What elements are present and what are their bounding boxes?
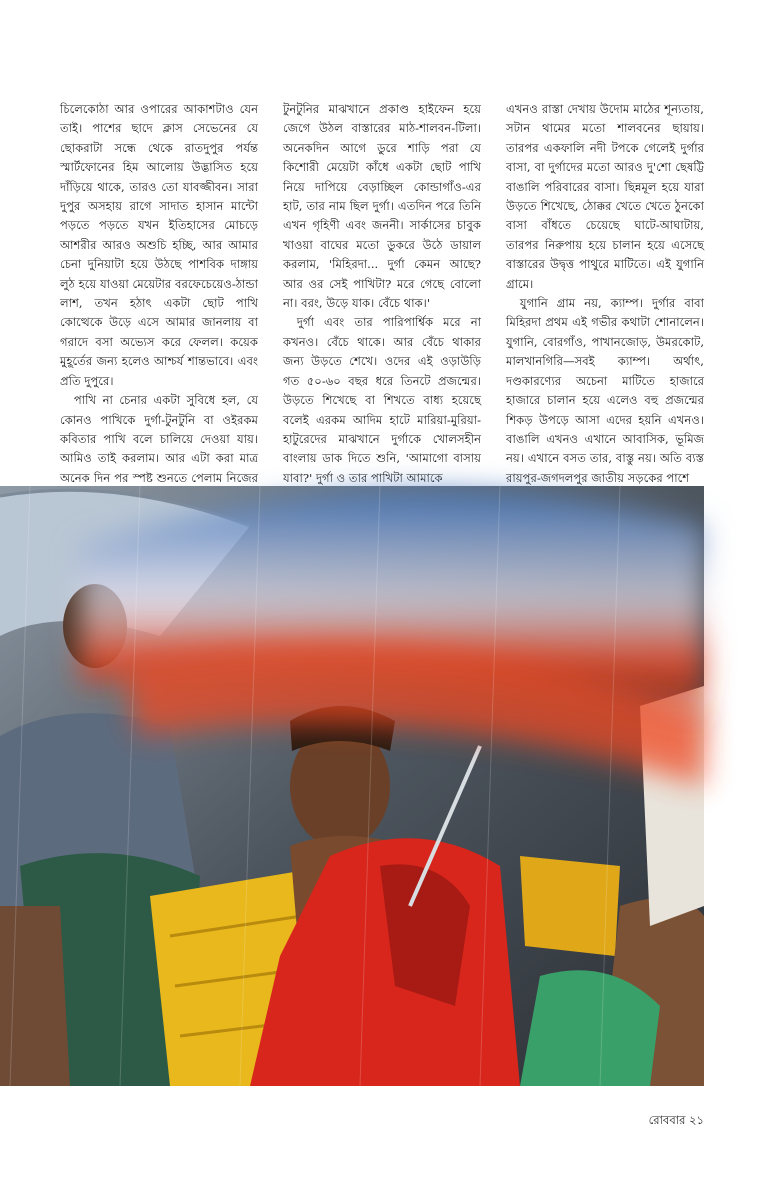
paragraph: দুর্গা এবং তার পারিপার্শ্বিক মরে না কখনও। বেঁচে থাকে। আর বেঁচে থাকার জন্য উড়তে শেখে। ওদের এই ওড়াউড়ি গত ৫০-৬০ বছর ধরে তিনটে প্রজন্মের। উড়তে শিখেছে বা শিখতে বাধ্য হয়েছে বলেই এরকম আদিম হাটে মারিয়া-মুরিয়া-হাটুরেদের মাঝখানে দুর্গাকে খোলসহীন বাংলায় ডাক দিতে শুনি, 'আমাগো বাসায় যাবা?' দুর্গা ও তার পাখিটা আমাকে (283, 315, 481, 485)
article-columns (60, 100, 704, 485)
paragraph: চিলেকোঠা আর ওপারের আকাশটাও যেন তাই। পাশের ছাদে ক্লাস সেভেনের যে ছোকরাটা সন্ধে থেকে রাতদুপুর পর্যন্ত স্মার্টফোনের হিম আলোয় উদ্ভাসিত হয়ে দাঁড়িয়ে থাকে, তারও তো যাবজ্জীবন। সারা দুপুর অসহায় রাগে সাদাত হাসান মান্টো পড়তে পড়তে যখন ইতিহাসের মোচড়ে আশরীর আরও অশুচি হচ্ছি, আর আমার চেনা দুনিয়াটা হয়ে উঠছে পাশবিক দাঙ্গায় লুঠ হয়ে যাওয়া মেয়েটার বরফেচেয়েও-ঠান্ডা লাশ, তখন হঠাৎ একটা ছোট পাখি কোত্থেকে উড়ে এসে আমার জানলায় বা গরাদে বসা অভ্যেস করে ফেলল। কয়েক মুহূর্তের জন্য হলেও আশ্চর্য শান্তভাবে। এবং প্রতি দুপুরে। (60, 102, 258, 388)
paragraph: যুগানি গ্রাম নয়, ক্যাম্প। দুর্গার বাবা মিহিরদা প্রথম এই গভীর কথাটা শোনালেন। যুগানি, বোরগাঁও, পাখানজোড়, উমরকোট, মালখানগিরি—সবই ক্যাম্প। অর্থাৎ, দণ্ডকারণ্যের অচেনা মাটিতে হাজারে হাজারে চালান হয়ে এলেও বহু প্রজন্মের শিকড় উপড়ে আসা এদের হয়নি এখনও। বাঙালি এখনও এখানে আবাসিক, ভূমিজ নয়। এখানে বসত তার, বাস্তু নয়। অতি ব্যস্ত রায়পুর-জগদলপুর জাতীয় সড়কের পাশে (506, 296, 704, 485)
article-column-1 (60, 100, 258, 485)
paragraph: পাখি না চেনার একটা সুবিধে হল, যে কোনও পাখিকে দুর্গা-টুনটুনি বা ওইরকম কবিতার পাখি বলে চালিয়ে দেওয়া যায়। আমিও তাই করলাম। আর এটা করা মাত্র অনেক দিন পর স্পষ্ট শুনতে পেলাম নিজের (60, 393, 258, 485)
article-column-2 (283, 100, 481, 485)
market-photo (0, 486, 704, 1086)
page-number: রোববার ২১ (648, 1113, 704, 1127)
paragraph: টুনটুনির মাঝখানে প্রকাণ্ড হাইফেন হয়ে জেগে উঠল বাস্তারের মাঠ-শালবন-টিলা। অনেকদিন আগে ডুরে শাড়ি পরা যে কিশোরী মেয়েটা কাঁধে একটা ছোট পাখি নিয়ে দাপিয়ে বেড়াচ্ছিল কোন্ডাগাঁও-এর হাট, তার নাম ছিল দুর্গা। এতদিন পরে তিনি এখন গৃহিণী এবং জননী। সার্কাসের চাবুক খাওয়া বাঘের মতো ডুকরে উঠে ডায়াল করলাম, 'মিহিরদা... দুর্গা কেমন আছে? আর ওর সেই পাখিটা? মরে গেছে বোলো না। বরং, উড়ে যাক। বেঁচে থাক।' (283, 102, 481, 311)
article-column-3 (506, 100, 704, 485)
paragraph: এখনও রাস্তা দেখায় উদোম মাঠের শূন্যতায়, সটান থামের মতো শালবনের ছায়ায়। তারপর একফালি নদী টপকে গেলেই দুর্গার বাসা, বা দুর্গাদের মতো আরও দু'শো ছেষট্টি বাঙালি পরিবারের বাসা। ছিন্নমূল হয়ে যারা উড়তে শিখেছে, ঠোক্কর খেতে খেতে ঠুনকো বাসা বাঁধতে চেয়েছে ঘাটে-আঘাটায়, তারপর নিরুপায় হয়ে চালান হয়ে এসেছে বাস্তারের উদ্বৃত্ত পাথুরে মাটিতে। এই যুগানি গ্রামে। (506, 102, 704, 291)
